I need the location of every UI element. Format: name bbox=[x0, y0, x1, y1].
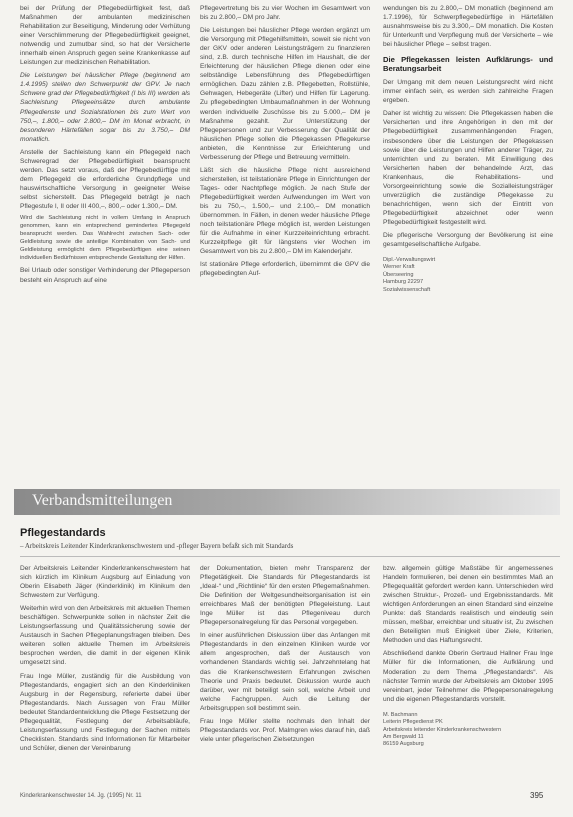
contact-line: Am Bergwald 11 bbox=[383, 733, 424, 740]
article-column-2 bbox=[200, 564, 370, 786]
paragraph: Die Leistungen bei häuslicher Pflege werden ergänzt um die Versorgung mit Pflegehilfsmitteln, soweit sie nicht von der GKV oder anderen Leistungsträgern zu finanzieren sind, z.B. durch technische Hilfen im Haushalt, die der Erleichterung der häuslichen Pflege dienen oder eine selbständige Lebensführung des Pflegebedürftigen ermöglichen. Dazu zählen z.B. Pflegebetten, Rollstühle, Gehwagen, Hebegeräte (Lifter) und Hilfen für Lagerung. Zu pflegebedingten Umbaumaßnahmen in der Wohnung werden individuelle Zuschüsse bis zu 5.000,– DM je Maßnahme gezahlt. Zur Unterstützung der Pflegepersonen und zur Verbesserung der Qualität der häuslichen Pflege sollen die Pflegekassen Pflegekurse anbieten, die Kenntnisse zur Erleichterung und Verbesserung der Pflege und Betreuung vermitteln. bbox=[200, 27, 370, 161]
contact-line: Sozialwissenschaft bbox=[383, 286, 431, 293]
article-column-3 bbox=[383, 564, 553, 786]
article-author-contact bbox=[383, 712, 553, 749]
paragraph: Wird die Sachleistung nicht in vollem Umfang in Anspruch genommen, kann ein entsprechend gemindertes Pflegegeld beansprucht werden. Das Wahlrecht zwischen Sach- oder Geldleistung sowie die anteilige Kombination von Sach- und Geldleistung ermöglicht dem Pflegebedürftigen eine seinen individuellen Bedürfnissen entsprechende Gestaltung der Hilfen. bbox=[20, 215, 190, 261]
divider bbox=[20, 556, 560, 557]
paragraph: In einer ausführlichen Diskussion über das Anfangen mit Pflegestandards in den einzelnen Kliniken wurde vor allem angesprochen, daß der Austausch von vorhandenen Standards wichtig sei. Jahrzehntelang hat das die Krankenschwestern Erfahrungen zwischen Theorie und Praxis bedeutet. Diskussion wurde auch darüber, wer mit beteiligt sein soll, welche Arbeit und welche Fachgruppen. Auch die Leitung der Arbeitsgruppen soll bestimmt sein. bbox=[200, 632, 370, 712]
paragraph: Bei Urlaub oder sonstiger Verhinderung der Pflegeperson besteht ein Anspruch auf eine bbox=[20, 267, 190, 284]
article-title: Pflegestandards bbox=[20, 527, 106, 539]
contact-line: Werner Kraft bbox=[383, 264, 415, 271]
article-subtitle: – Arbeitskreis Leitender Kinderkrankenschwestern und -pfleger Bayern befaßt sich mit Standards bbox=[20, 542, 294, 550]
paragraph: Anstelle der Sachleistung kann ein Pflegegeld nach Schweregrad der Pflegebedürftigkeit beansprucht werden. Das setzt voraus, daß der Pflegebedürftige mit dem Pflegegeld die erforderliche Grundpflege und hauswirtschaftliche Versorgung in geeigneter Weise selbst sicherstellt. Das Pflegegeld beträgt je nach Pflegestufe I, II oder III 400,–, 800,– oder 1.300,– DM. bbox=[20, 148, 190, 210]
paragraph: Die pflegerische Versorgung der Bevölkerung ist eine gesamtgesellschaftliche Aufgabe. bbox=[383, 231, 553, 249]
paragraph: bei der Prüfung der Pflegebedürftigkeit fest, daß Maßnahmen der ambulanten medizinischen Rehabilitation zur Beseitigung, Minderung oder Verhütung einer Verschlimmerung der Pflegebedürftigkeit geeignet, notwendig und zumutbar sind, so hat der Versicherte innerhalb einen Anspruch gegen seine Krankenkasse auf Leistungen zur medizinischen Rehabilitation. bbox=[20, 5, 190, 67]
contact-line: Überseering bbox=[383, 271, 414, 278]
paragraph: der Dokumentation, bieten mehr Transparenz der Pflegetätigkeit. Die Standards für Pflegestandards ist „Ideal-“ und „Richtlinie“ für den ersten Pflegemaßnahmen. Die Definition der Weltgesundheitsorganisation ist ein erreichbares Maß der benötigten Pflegeleistung. Laut Inge Müller ist das Pflegeniveau durch Pflegepersonalregelung für das Personal vorgegeben. bbox=[200, 565, 370, 627]
paragraph: Daher ist wichtig zu wissen: Die Pflegekassen haben die Versicherten und ihre Angehörigen in den mit der Pflegebedürftigkeit zusammenhängenden Fragen, insbesondere über die Leistungen der Pflegekassen sowie über die Leistungen und Hilfen anderer Träger, zu unterrichten und zu beraten. Mit Einwilligung des Versicherten haben der behandelnde Arzt, das Krankenhaus, die Rehabilitations- und Vorsorgeeinrichtung sowie die Sozialleistungsträger unverzüglich die zuständige Pflegekasse zu benachrichtigen, wenn sich der Eintritt von Pflegebedürftigkeit abzeichnet oder wenn Pflegebedürftigkeit festgestellt wird. bbox=[383, 110, 553, 226]
paragraph: Der Umgang mit dem neuen Leistungsrecht wird nicht immer einfach sein, es werden sich zahlreiche Fragen ergeben. bbox=[383, 79, 553, 105]
contact-line: 86159 Augsburg bbox=[383, 741, 424, 748]
paragraph: Frau Inge Müller stellte nochmals den Inhalt der Pflegestandards vor. Prof. Malmgren wies darauf hin, daß viele unter pflegerischen Zielsetzungen bbox=[200, 717, 370, 743]
contact-line: Hamburg 22297 bbox=[383, 279, 424, 286]
top-column-3 bbox=[383, 4, 553, 482]
author-contact bbox=[383, 257, 553, 294]
paragraph: Läßt sich die häusliche Pflege nicht ausreichend sicherstellen, ist teilstationäre Pflege in Einrichtungen der Tages- oder Nachtpflege möglich. Je nach Stufe der Pflegebedürftigkeit werden Aufwendungen im Wert von bis zu 750,–, 1.500,– und 2.100,– DM monatlich übernommen. In Fällen, in denen weder häusliche Pflege noch teilstationäre Pflege möglich ist, werden Leistungen für die Aufnahme in einer Kurzzeiteinrichtung erbracht. Kurzzeitpflege gilt für längstens vier Wochen im Gesamtwert von bis zu 2.800,– DM im Kalenderjahr. bbox=[200, 166, 370, 256]
section-banner-label: Verbandsmitteilungen bbox=[32, 492, 173, 509]
paragraph: Der Arbeitskreis Leitender Kinderkrankenschwestern hat sich kürzlich im Klinikum Augsburg auf Einladung von Oberin Elisabeth Jäger (Kinderklinik) im Klinikum den Schwestern zur Verfügung. bbox=[20, 565, 190, 600]
contact-line: Arbeitskreis leitender Kinderkrankenschwestern bbox=[383, 726, 502, 733]
paragraph: Frau Inge Müller, zuständig für die Ausbildung von Pflegestandards, engagiert sich an den Kinderkliniken Augsburg in der Regensburg, referierte dabei über Pflegestandards. Nach Aussagen von Frau Müller bedeutet Standardentwicklung die Pflege Festsetzung der Pflegequalität, Festlegung der Arbeitsabläufe, Leistungserfassung und Festlegung der Sachen mittels Checklisten. Standards sind Informationen für Mitarbeiter und Schüler, dienen der Vereinbarung bbox=[20, 672, 190, 752]
section-heading: Die Pflegekassen leisten Aufklärungs- und Beratungsarbeit bbox=[383, 55, 553, 74]
journal-footer: Kinderkrankenschwester 14. Jg. (1995) Nr. 11 bbox=[20, 793, 142, 799]
top-column-1 bbox=[20, 4, 190, 482]
paragraph: Pflegevertretung bis zu vier Wochen im Gesamtwert von bis zu 2.800,– DM pro Jahr. bbox=[200, 5, 370, 22]
page-number: 395 bbox=[530, 791, 544, 800]
paragraph: wendungen bis zu 2.800,– DM monatlich (beginnend am 1.7.1996), für Schwerpflegebedürftige in Härtefällen ausnahmsweise bis zu 3.300,– DM monatlich. Die Kosten für Unterkunft und Verpflegung muß der Versicherte – wie bei häuslicher Pflege – selbst tragen. bbox=[383, 5, 553, 49]
article-column-1 bbox=[20, 564, 190, 786]
paragraph: bzw. allgemein gültige Maßstäbe für angemessenes Handeln formulieren, bei denen ein bestimmtes Maß an Pflegequalität gefordert werden kann. Unterschieden wird zwischen Struktur-, Prozeß- und Ergebnisstandards. Mit wichtigen Anforderungen an einen Standard sind einzelne Punkte: daß Standards realistisch und eindeutig sein müssen, meßbar, erreichbar und situativ ist, Zu zwischen den Beteiligten muß Einigkeit über Ziele, Kriterien, Methoden und das Haftungsrecht. bbox=[383, 565, 553, 645]
paragraph: Weiterhin wird von den Arbeitskreis mit aktuellen Themen beschäftigen. Schwerpunkte sollen in nächster Zeit die Leistungserfassung und Qualitätssicherung sowie der Austausch in Sachen Pflegeplanungsfragen bleiben. Des weiteren sollen aktuelle Themen im Arbeitskreis besprochen werden, die damit in der eigenen Klinik umgesetzt sind. bbox=[20, 605, 190, 667]
paragraph: Die Leistungen bei häuslicher Pflege (beginnend am 1.4.1995) stellen den Schwerpunkt der GPV. Je nach Schwere grad der Pflegebedürftigkeit (I bis III) werden als Sachleistung Pflegeeinsätze durch ambulante Pflegedienste und Sozialstationen bis zum Wert von 750,–, 1.800,– oder 2.800,– DM im Monat erbracht, in besonderen Härtefällen sogar bis zu 3.750,– DM monatlich. bbox=[20, 72, 190, 143]
paragraph: Abschließend dankte Oberin Gertraud Hallner Frau Inge Müller für die Informationen, die Aufklärung und Moderation zu dem Thema „Pflegestandards“. Als nächster Termin wurde der Arbeitskreis am Oktober 1995 vereinbart, jeder Teilnehmer die Pflegepersonalregelung und die eigenen Pflegestandards vorstellt. bbox=[383, 650, 553, 703]
contact-line: M. Bachmann bbox=[383, 711, 418, 718]
contact-line: Leiterin Pflegedienst PK bbox=[383, 719, 443, 726]
section-banner bbox=[14, 489, 560, 515]
paragraph: Ist stationäre Pflege erforderlich, übernimmt die GPV die pflegebedingten Auf- bbox=[200, 261, 370, 278]
top-column-2 bbox=[200, 4, 370, 482]
contact-line: Dipl.-Verwaltungswirt bbox=[383, 257, 436, 264]
